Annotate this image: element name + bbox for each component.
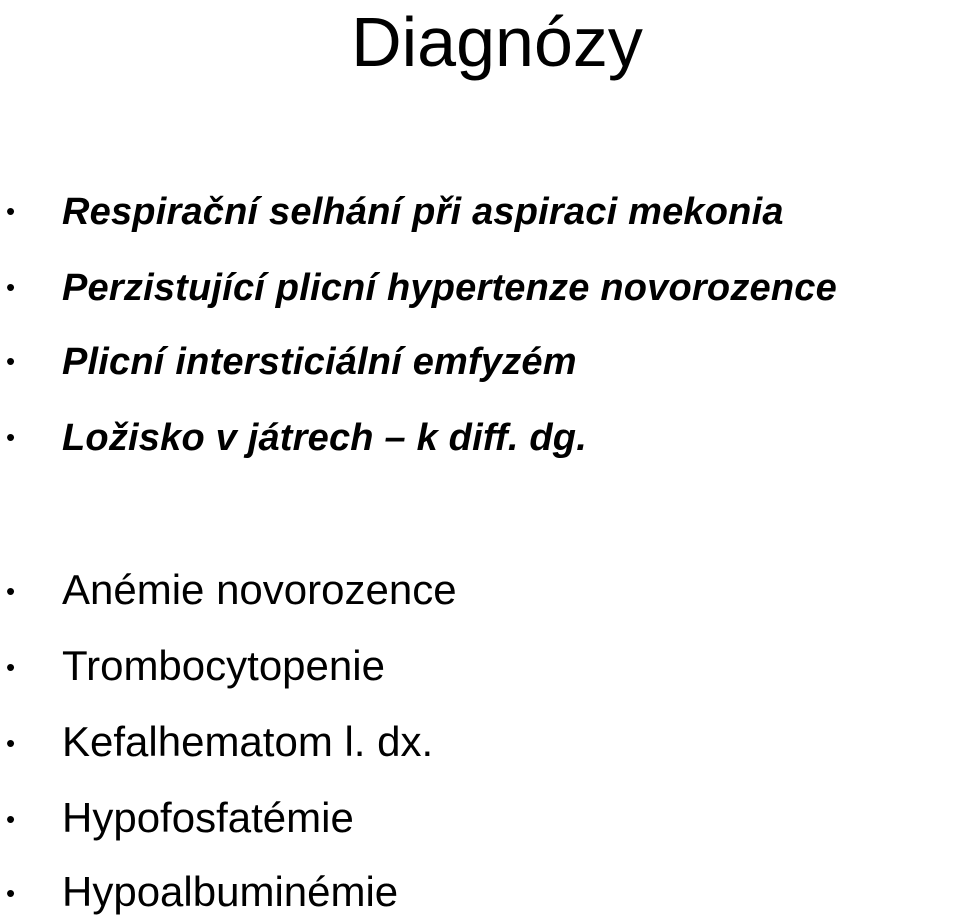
- list-item-text: Anémie novorozence: [62, 566, 457, 613]
- list-item-text: Respirační selhání při aspiraci mekonia: [62, 191, 784, 233]
- bullet-icon: •: [6, 878, 16, 908]
- bullet-icon: •: [6, 804, 16, 834]
- list-item-text: Ložisko v játrech – k diff. dg.: [62, 417, 587, 459]
- bullet-icon: •: [6, 652, 16, 682]
- bullet-icon: •: [6, 196, 16, 226]
- bullet-icon: •: [6, 272, 16, 302]
- list-item-text: Trombocytopenie: [62, 642, 385, 689]
- list-item-text: Kefalhematom l. dx.: [62, 718, 434, 765]
- bullet-icon: •: [6, 346, 16, 376]
- list-item-text: Plicní intersticiální emfyzém: [62, 341, 577, 383]
- bullet-icon: •: [6, 422, 16, 452]
- bullet-icon: •: [6, 728, 16, 758]
- list-item-text: Hypoalbuminémie: [62, 868, 399, 915]
- list-item-text: Perzistující plicní hypertenze novorozence: [62, 267, 837, 309]
- list-item-text: Hypofosfatémie: [62, 794, 354, 841]
- page-title: Diagnózy: [351, 3, 643, 81]
- bullet-icon: •: [6, 576, 16, 606]
